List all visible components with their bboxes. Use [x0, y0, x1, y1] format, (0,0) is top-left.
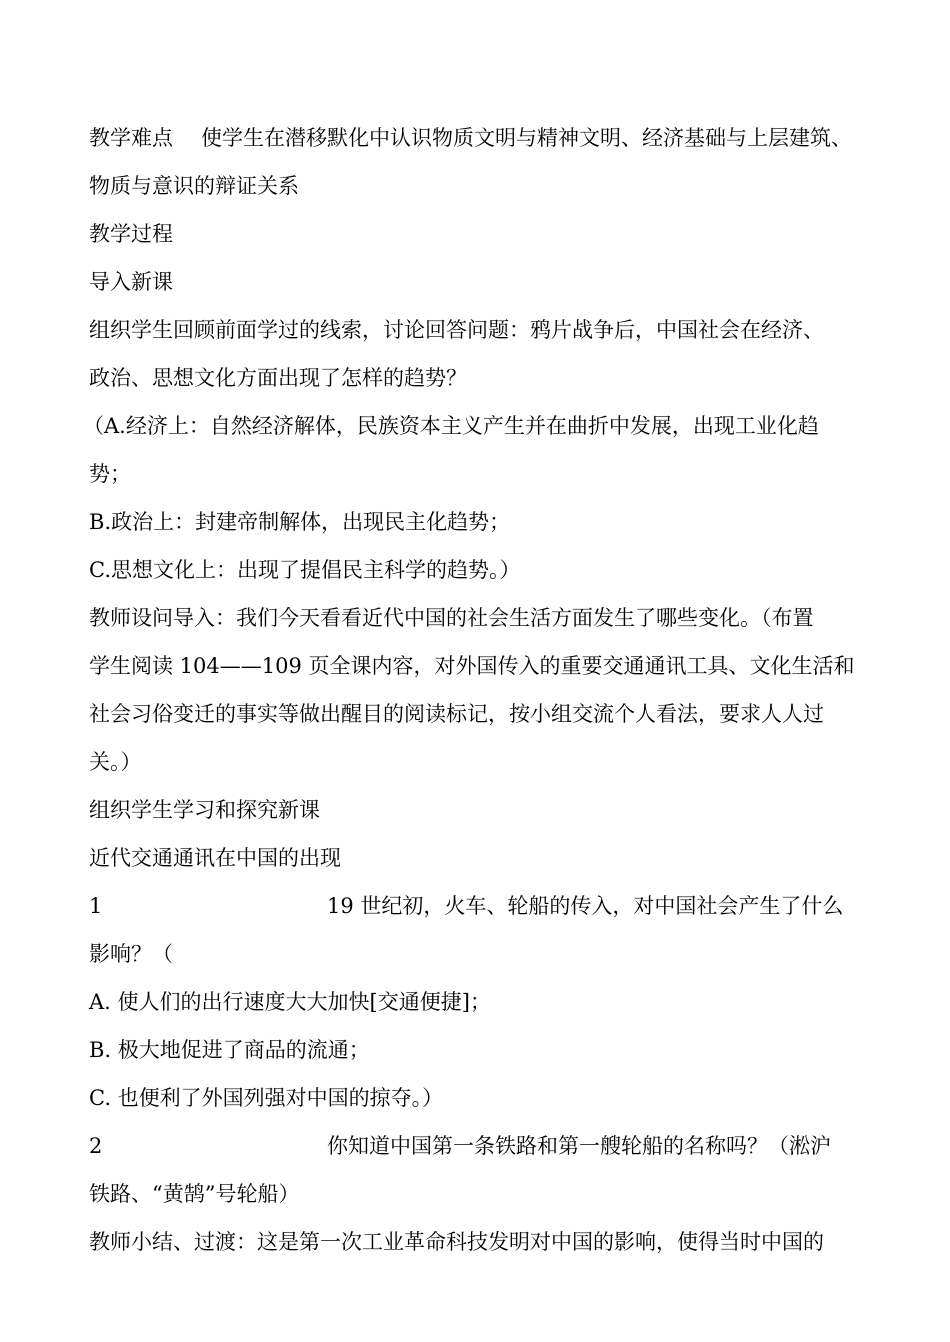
- paragraph-line: 铁路、“黄鹄”号轮船）: [89, 1182, 300, 1206]
- teaching-difficulty-line: [89, 114, 889, 162]
- teaching-difficulty-label: 教学难点: [89, 126, 173, 150]
- paragraph-line: （A.经济上：自然经济解体，民族资本主义产生并在曲折中发展，出现工业化趋: [83, 414, 819, 438]
- paragraph-line: C.思想文化上：出现了提倡民主科学的趋势。）: [89, 558, 521, 582]
- question-number: 2: [89, 1134, 103, 1158]
- question-number: 1: [89, 894, 103, 918]
- paragraph-line: 物质与意识的辩证关系: [89, 174, 299, 198]
- section-heading-new-lesson: 组织学生学习和探究新课: [89, 798, 320, 822]
- document-body: [83, 114, 889, 1266]
- paragraph-line: 政治、思想文化方面出现了怎样的趋势？: [89, 366, 467, 390]
- paragraph-line: 社会习俗变迁的事实等做出醒目的阅读标记，按小组交流个人看法，要求人人过: [89, 702, 824, 726]
- section-heading-teaching-process: 教学过程: [89, 222, 173, 246]
- teaching-difficulty-text: 使学生在潜移默化中认识物质文明与精神文明、经济基础与上层建筑、: [201, 126, 852, 150]
- answer-item-b: B. 极大地促进了商品的流通；: [89, 1038, 370, 1062]
- section-heading-transport: 近代交通通讯在中国的出现: [89, 846, 341, 870]
- paragraph-line: 教师设问导入：我们今天看看近代中国的社会生活方面发生了哪些变化。（布置: [89, 606, 814, 630]
- answer-item-a: A. 使人们的出行速度大大加快[交通便捷]；: [89, 990, 491, 1014]
- paragraph-line: 组织学生回顾前面学过的线索，讨论回答问题：鸦片战争后，中国社会在经济、: [89, 318, 824, 342]
- paragraph-line: B.政治上：封建帝制解体，出现民主化趋势；: [89, 510, 511, 534]
- paragraph-line: 影响？（: [89, 942, 173, 966]
- paragraph-line: 关。）: [89, 750, 142, 774]
- paragraph-line: 学生阅读 104——109 页全课内容，对外国传入的重要交通通讯工具、文化生活和: [89, 654, 855, 678]
- section-heading-intro: 导入新课: [89, 270, 173, 294]
- question-text: 你知道中国第一条铁路和第一艘轮船的名称吗？（淞沪: [327, 1134, 831, 1158]
- paragraph-line: 教师小结、过渡：这是第一次工业革命科技发明对中国的影响，使得当时中国的: [89, 1230, 824, 1254]
- answer-item-c: C. 也便利了外国列强对中国的掠夺。）: [89, 1086, 444, 1110]
- numbered-question-1: [89, 882, 889, 930]
- numbered-question-2: [89, 1122, 889, 1170]
- paragraph-line: 势；: [89, 462, 131, 486]
- question-text: 19 世纪初，火车、轮船的传入，对中国社会产生了什么: [327, 894, 844, 918]
